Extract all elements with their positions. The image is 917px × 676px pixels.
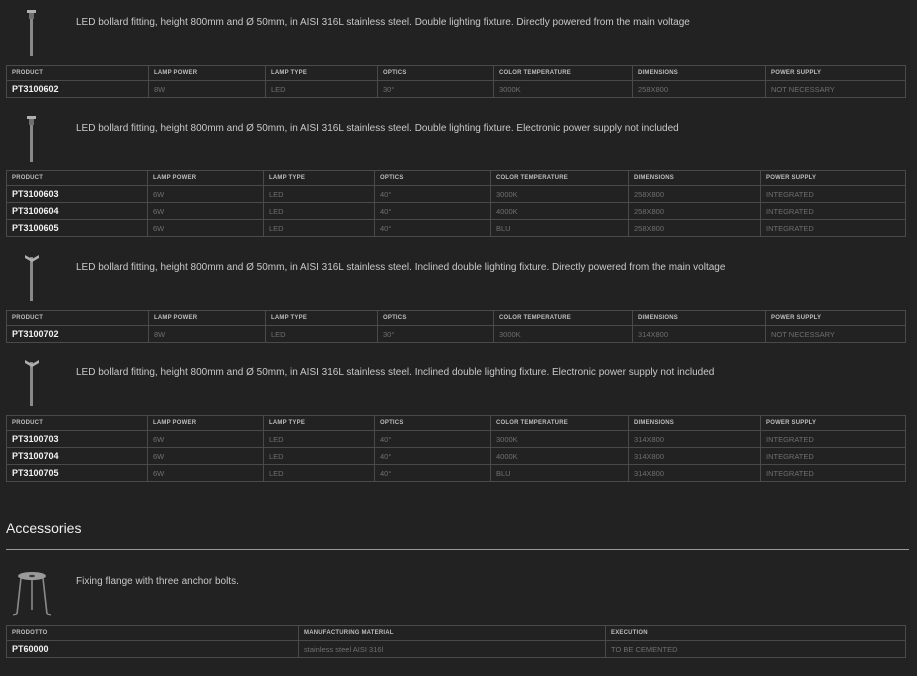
col-lamp-type: LAMP TYPE bbox=[266, 311, 378, 326]
spec-table bbox=[6, 310, 906, 343]
col-prodotto: PRODOTTO bbox=[7, 626, 299, 641]
product-code: PT3100704 bbox=[7, 448, 148, 465]
col-color-temperature: COLOR TEMPERATURE bbox=[494, 66, 633, 81]
spec-table bbox=[6, 415, 906, 482]
power-supply: INTEGRATED bbox=[761, 186, 906, 203]
dimensions: 258X800 bbox=[629, 186, 761, 203]
col-lamp-power: LAMP POWER bbox=[149, 311, 266, 326]
color-temperature: BLU bbox=[491, 465, 629, 482]
lamp-power: 8W bbox=[149, 81, 266, 98]
col-color-temperature: COLOR TEMPERATURE bbox=[494, 311, 633, 326]
col-lamp-power: LAMP POWER bbox=[148, 171, 264, 186]
flange-icon bbox=[10, 566, 54, 618]
dimensions: 314X800 bbox=[629, 448, 761, 465]
product-description-row bbox=[0, 350, 917, 406]
table-row bbox=[7, 465, 906, 482]
col-product: PRODUCT bbox=[7, 66, 149, 81]
dimensions: 314X800 bbox=[629, 431, 761, 448]
col-product: PRODUCT bbox=[7, 416, 148, 431]
table-row bbox=[7, 448, 906, 465]
table-row bbox=[7, 81, 906, 98]
col-execution: EXECUTION bbox=[606, 626, 906, 641]
dimensions: 258X800 bbox=[633, 81, 766, 98]
product-code: PT3100603 bbox=[7, 186, 148, 203]
power-supply: INTEGRATED bbox=[761, 220, 906, 237]
power-supply: NOT NECESSARY bbox=[766, 81, 906, 98]
table-row bbox=[7, 431, 906, 448]
power-supply: INTEGRATED bbox=[761, 448, 906, 465]
dimensions: 258X800 bbox=[629, 203, 761, 220]
dimensions: 314X800 bbox=[633, 326, 766, 343]
col-optics: OPTICS bbox=[375, 416, 491, 431]
dimensions: 258X800 bbox=[629, 220, 761, 237]
lamp-power: 8W bbox=[149, 326, 266, 343]
power-supply: NOT NECESSARY bbox=[766, 326, 906, 343]
lamp-type: LED bbox=[264, 431, 375, 448]
color-temperature: 4000K bbox=[491, 448, 629, 465]
product-code: PT3100703 bbox=[7, 431, 148, 448]
table-row bbox=[7, 220, 906, 237]
table-row bbox=[7, 186, 906, 203]
spec-table bbox=[6, 170, 906, 237]
col-optics: OPTICS bbox=[375, 171, 491, 186]
table-header-row bbox=[7, 626, 906, 641]
bollard-inclined-icon bbox=[14, 249, 50, 301]
color-temperature: 3000K bbox=[494, 326, 633, 343]
col-dimensions: DIMENSIONS bbox=[629, 416, 761, 431]
lamp-type: LED bbox=[264, 203, 375, 220]
product-group-4 bbox=[0, 350, 917, 478]
col-lamp-type: LAMP TYPE bbox=[264, 416, 375, 431]
product-group-2 bbox=[0, 106, 917, 233]
lamp-power: 6W bbox=[148, 220, 264, 237]
col-lamp-power: LAMP POWER bbox=[148, 416, 264, 431]
table-row bbox=[7, 203, 906, 220]
table-header-row bbox=[7, 311, 906, 326]
col-dimensions: DIMENSIONS bbox=[633, 66, 766, 81]
color-temperature: 3000K bbox=[494, 81, 633, 98]
optics: 40° bbox=[375, 431, 491, 448]
col-dimensions: DIMENSIONS bbox=[633, 311, 766, 326]
col-optics: OPTICS bbox=[378, 66, 494, 81]
lamp-type: LED bbox=[266, 326, 378, 343]
table-header-row bbox=[7, 416, 906, 431]
color-temperature: 3000K bbox=[491, 431, 629, 448]
optics: 40° bbox=[375, 186, 491, 203]
color-temperature: 4000K bbox=[491, 203, 629, 220]
optics: 40° bbox=[375, 203, 491, 220]
optics: 40° bbox=[375, 220, 491, 237]
product-description-row bbox=[0, 0, 917, 56]
col-lamp-type: LAMP TYPE bbox=[264, 171, 375, 186]
product-description: LED bollard fitting, height 800mm and Ø 50mm, in AISI 316L stainless steel. Inclined double lighting fixture. Electronic power supply not included bbox=[76, 367, 715, 378]
lamp-type: LED bbox=[264, 220, 375, 237]
col-lamp-type: LAMP TYPE bbox=[266, 66, 378, 81]
table-row bbox=[7, 326, 906, 343]
col-product: PRODUCT bbox=[7, 311, 149, 326]
lamp-power: 6W bbox=[148, 186, 264, 203]
lamp-type: LED bbox=[264, 448, 375, 465]
col-power-supply: POWER SUPPLY bbox=[761, 171, 906, 186]
lamp-type: LED bbox=[264, 465, 375, 482]
accessory-description: Fixing flange with three anchor bolts. bbox=[76, 576, 239, 587]
accessories-heading: Accessories bbox=[6, 520, 82, 536]
dimensions: 314X800 bbox=[629, 465, 761, 482]
lamp-type: LED bbox=[266, 81, 378, 98]
product-group-3 bbox=[0, 245, 917, 339]
spec-table bbox=[6, 65, 906, 98]
lamp-power: 6W bbox=[148, 431, 264, 448]
product-description: LED bollard fitting, height 800mm and Ø 50mm, in AISI 316L stainless steel. Double lighting fixture. Electronic power supply not included bbox=[76, 123, 679, 134]
bollard-straight-icon bbox=[14, 4, 50, 56]
execution: TO BE CEMENTED bbox=[606, 641, 906, 658]
col-power-supply: POWER SUPPLY bbox=[766, 66, 906, 81]
table-row bbox=[7, 641, 906, 658]
col-dimensions: DIMENSIONS bbox=[629, 171, 761, 186]
col-power-supply: POWER SUPPLY bbox=[761, 416, 906, 431]
power-supply: INTEGRATED bbox=[761, 203, 906, 220]
col-power-supply: POWER SUPPLY bbox=[766, 311, 906, 326]
accessory-table bbox=[6, 625, 906, 658]
col-color-temperature: COLOR TEMPERATURE bbox=[491, 416, 629, 431]
bollard-straight-icon bbox=[14, 110, 50, 162]
col-optics: OPTICS bbox=[378, 311, 494, 326]
col-color-temperature: COLOR TEMPERATURE bbox=[491, 171, 629, 186]
product-code: PT3100602 bbox=[7, 81, 149, 98]
section-divider bbox=[6, 549, 909, 550]
lamp-power: 6W bbox=[148, 448, 264, 465]
col-manufacturing-material: MANUFACTURING MATERIAL bbox=[299, 626, 606, 641]
product-description-row bbox=[0, 106, 917, 162]
table-header-row bbox=[7, 66, 906, 81]
lamp-power: 6W bbox=[148, 203, 264, 220]
lamp-power: 6W bbox=[148, 465, 264, 482]
product-code: PT3100605 bbox=[7, 220, 148, 237]
manufacturing-material: stainless steel AISI 316l bbox=[299, 641, 606, 658]
col-lamp-power: LAMP POWER bbox=[149, 66, 266, 81]
product-code: PT3100702 bbox=[7, 326, 149, 343]
product-description: LED bollard fitting, height 800mm and Ø 50mm, in AISI 316L stainless steel. Double lighting fixture. Directly powered from the main voltage bbox=[76, 17, 690, 28]
product-code: PT60000 bbox=[7, 641, 299, 658]
optics: 30° bbox=[378, 326, 494, 343]
optics: 40° bbox=[375, 465, 491, 482]
product-group-1 bbox=[0, 0, 917, 94]
power-supply: INTEGRATED bbox=[761, 431, 906, 448]
color-temperature: 3000K bbox=[491, 186, 629, 203]
col-product: PRODUCT bbox=[7, 171, 148, 186]
optics: 40° bbox=[375, 448, 491, 465]
lamp-type: LED bbox=[264, 186, 375, 203]
bollard-inclined-icon bbox=[14, 354, 50, 406]
power-supply: INTEGRATED bbox=[761, 465, 906, 482]
color-temperature: BLU bbox=[491, 220, 629, 237]
product-description-row bbox=[0, 245, 917, 301]
product-description: LED bollard fitting, height 800mm and Ø 50mm, in AISI 316L stainless steel. Inclined double lighting fixture. Directly powered from the main voltage bbox=[76, 262, 726, 273]
product-code: PT3100705 bbox=[7, 465, 148, 482]
product-code: PT3100604 bbox=[7, 203, 148, 220]
optics: 30° bbox=[378, 81, 494, 98]
table-header-row bbox=[7, 171, 906, 186]
